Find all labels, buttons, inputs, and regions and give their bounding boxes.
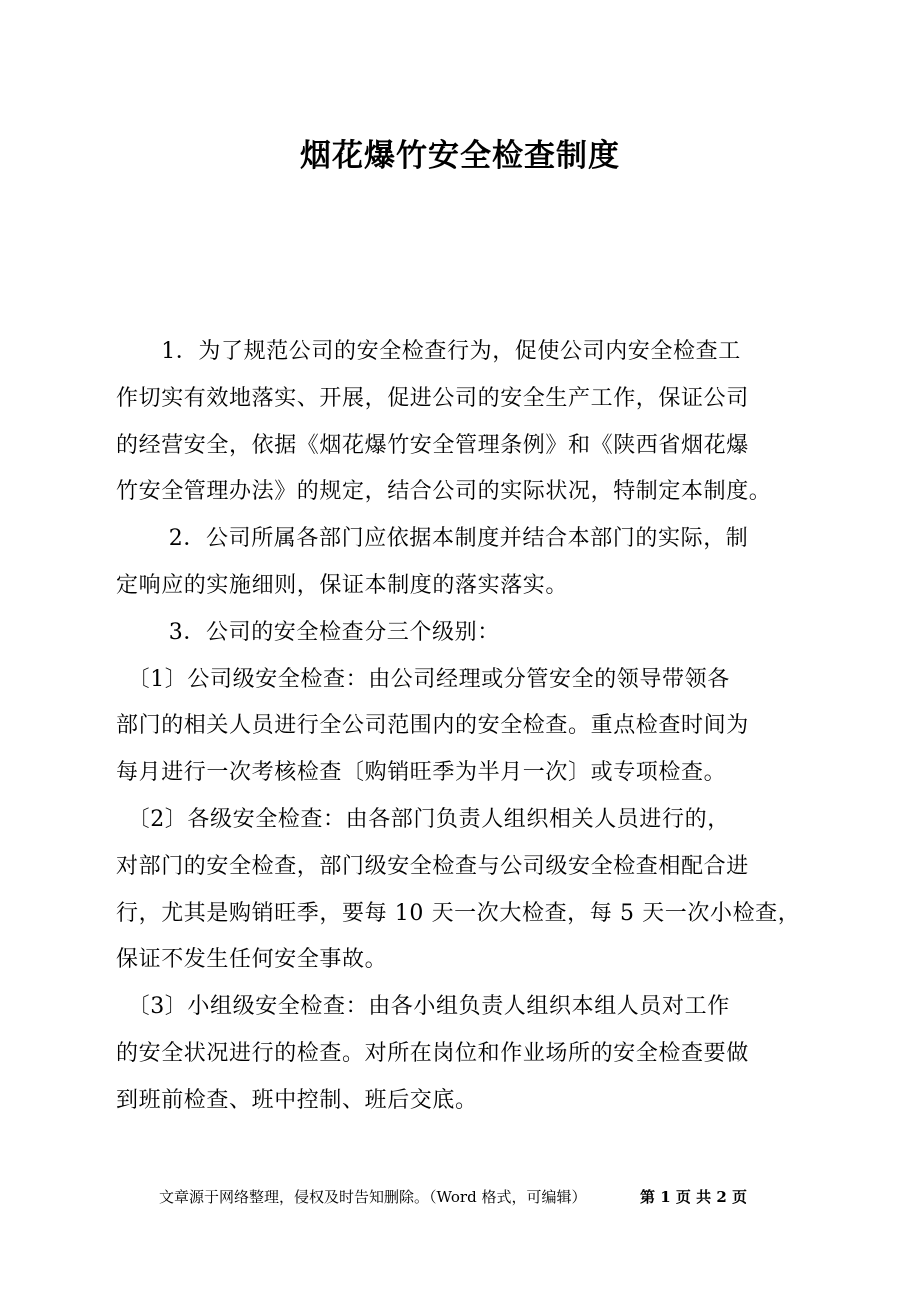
body-line: 的经营安全，依据《烟花爆竹安全管理条例》和《陕西省烟花爆: [116, 432, 749, 458]
footer-note: 文章源于网络整理，侵权及时告知删除。（Word 格式，可编辑）: [159, 1188, 587, 1206]
body-line: 〔3〕小组级安全检查：由各小组负责人组织本组人员对工作: [116, 994, 730, 1020]
body-line: 〔2〕各级安全检查：由各部门负责人组织相关人员进行的，: [116, 806, 730, 832]
body-line: 到班前检查、班中控制、班后交底。: [116, 1087, 478, 1113]
document-title: 烟花爆竹安全检查制度: [300, 138, 620, 174]
body-line: 定响应的实施细则，保证本制度的落实落实。: [116, 572, 569, 598]
body-line: 作切实有效地落实、开展，促进公司的安全生产工作，保证公司: [116, 385, 749, 411]
body-line: 部门的相关人员进行全公司范围内的安全检查。重点检查时间为: [116, 713, 749, 739]
document-body: [116, 329, 810, 1125]
body-line: 1．为了规范公司的安全检查行为，促使公司内安全检查工: [116, 339, 741, 364]
body-line: 行，尤其是购销旺季，要每 10 天一次大检查，每 5 天一次小检查，: [116, 900, 801, 926]
body-line: 〔1〕公司级安全检查：由公司经理或分管安全的领导带领各: [116, 666, 730, 692]
page-number: 第 1 页 共 2 页: [640, 1188, 747, 1206]
body-line: 竹安全管理办法》的规定，结合公司的实际状况，特制定本制度。: [116, 479, 772, 505]
body-line: 每月进行一次考核检查〔购销旺季为半月一次〕或专项检查。: [116, 760, 727, 786]
body-line: 对部门的安全检查，部门级安全检查与公司级安全检查相配合进: [116, 853, 749, 879]
body-line: 2．公司所属各部门应依据本制度并结合本部门的实际，制: [116, 526, 749, 552]
body-line: 3．公司的安全检查分三个级别：: [116, 619, 500, 645]
body-line: 的安全状况进行的检查。对所在岗位和作业场所的安全检查要做: [116, 1040, 749, 1066]
body-line: 保证不发生任何安全事故。: [116, 947, 388, 973]
